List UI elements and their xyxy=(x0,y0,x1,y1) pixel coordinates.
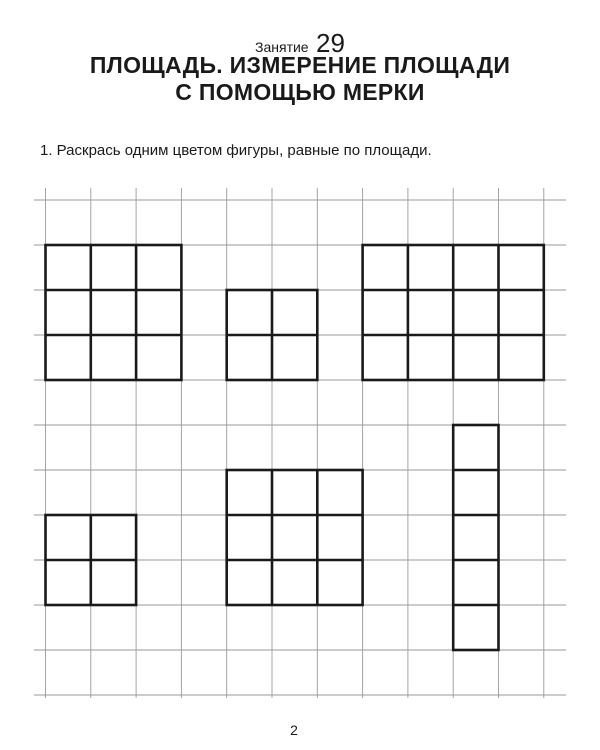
title-line-2: С ПОМОЩЬЮ МЕРКИ xyxy=(175,79,425,105)
grid-lines xyxy=(34,188,566,698)
figures-group xyxy=(46,245,544,650)
figure-3x3[interactable] xyxy=(46,245,182,380)
lesson-label: Занятие xyxy=(255,39,309,55)
figure-3x3-bottom[interactable] xyxy=(227,470,363,605)
figure-4x3[interactable] xyxy=(363,245,544,380)
page-number: 2 xyxy=(290,722,298,738)
figure-outline xyxy=(227,470,363,605)
figure-2x2-top[interactable] xyxy=(227,290,318,380)
figure-outline xyxy=(46,245,182,380)
figure-outline xyxy=(453,425,498,650)
title-line-1: ПЛОЩАДЬ. ИЗМЕРЕНИЕ ПЛОЩАДИ xyxy=(89,52,511,78)
lesson-number: 29 xyxy=(316,28,345,58)
figure-2x2-bottom[interactable] xyxy=(46,515,137,605)
figure-1x5[interactable] xyxy=(453,425,498,650)
task-instruction: 1. Раскрась одним цветом фигуры, равные по площади. xyxy=(40,142,432,159)
